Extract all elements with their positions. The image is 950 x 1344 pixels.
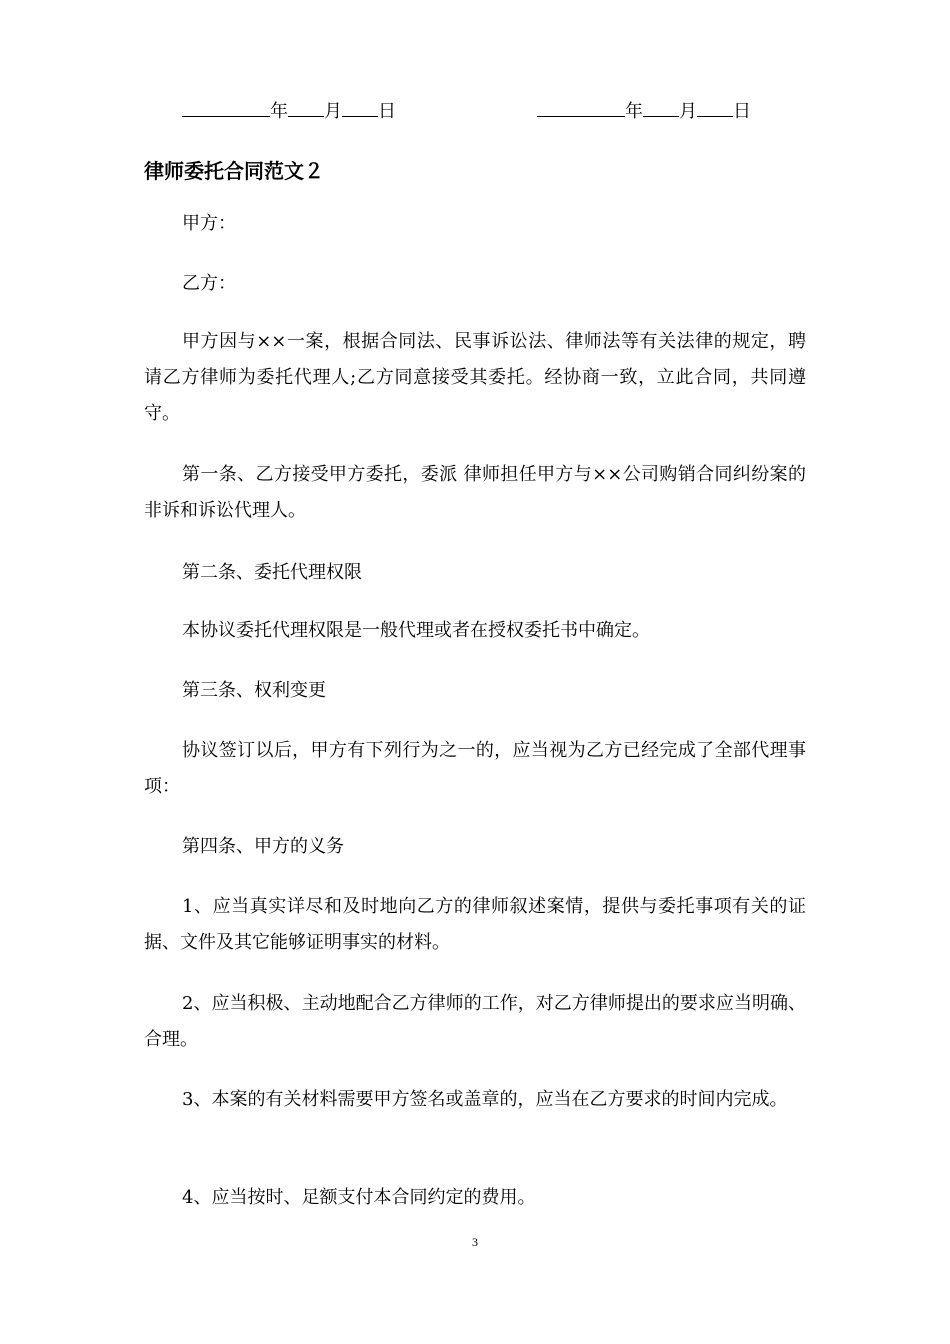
paragraph-article-1: 第一条、乙方接受甲方委托，委派 律师担任甲方与××公司购销合同纠纷案的非诉和诉讼代理人。	[144, 464, 806, 521]
year-blank	[182, 98, 270, 117]
day-label: 日	[378, 101, 396, 122]
paragraph-article-4-heading: 第四条、甲方的义务	[182, 836, 344, 857]
year-label: 年	[625, 101, 643, 122]
day-label: 日	[733, 101, 751, 122]
paragraph-article-2-body: 本协议委托代理权限是一般代理或者在授权委托书中确定。	[182, 620, 650, 641]
month-blank	[288, 98, 324, 117]
paragraph-duty-4: 4、应当按时、足额支付本合同约定的费用。	[182, 1187, 536, 1208]
paragraph-duty-3: 3、本案的有关材料需要甲方签名或盖章的，应当在乙方要求的时间内完成。	[182, 1089, 788, 1110]
paragraph-preamble: 甲方因与××一案，根据合同法、民事诉讼法、律师法等有关法律的规定，聘请乙方律师为委托代理人;乙方同意接受其委托。经协商一致，立此合同，共同遵守。	[144, 331, 806, 424]
date-line-right	[537, 98, 751, 125]
page-number: 3	[472, 1235, 478, 1249]
year-label: 年	[270, 101, 288, 122]
date-line-left	[182, 98, 396, 125]
month-label: 月	[679, 101, 697, 122]
paragraph-article-3-heading: 第三条、权利变更	[182, 680, 326, 701]
year-blank	[537, 98, 625, 117]
paragraph-party-a: 甲方：	[182, 213, 236, 234]
paragraph-duty-2: 2、应当积极、主动地配合乙方律师的工作，对乙方律师提出的要求应当明确、合理。	[144, 993, 806, 1050]
month-label: 月	[324, 101, 342, 122]
paragraph-party-b: 乙方：	[182, 273, 236, 294]
day-blank	[697, 98, 733, 117]
day-blank	[342, 98, 378, 117]
paragraph-article-2-heading: 第二条、委托代理权限	[182, 562, 362, 583]
paragraph-duty-1: 1、应当真实详尽和及时地向乙方的律师叙述案情，提供与委托事项有关的证据、文件及其它能够证明事实的材料。	[144, 896, 806, 953]
month-blank	[643, 98, 679, 117]
section-title: 律师委托合同范文２	[144, 159, 324, 183]
paragraph-article-3-body: 协议签订以后，甲方有下列行为之一的，应当视为乙方已经完成了全部代理事项：	[144, 740, 806, 797]
